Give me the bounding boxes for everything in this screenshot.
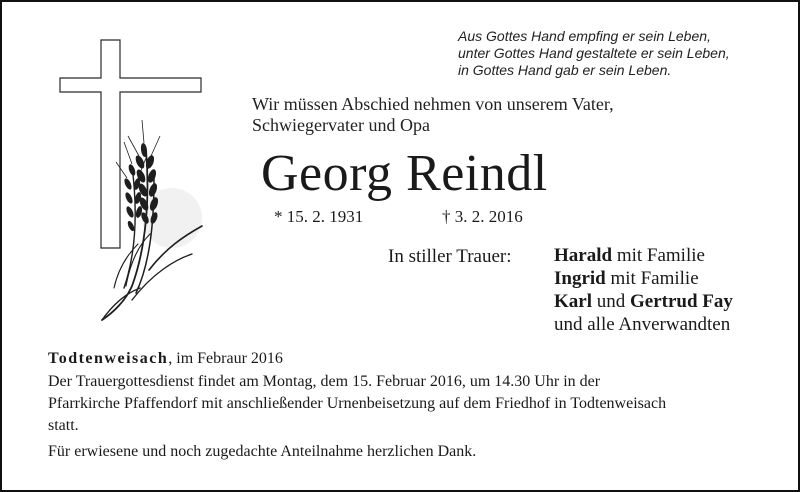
mourner-conjunction: und [592, 291, 630, 312]
mourner-name: Gertrud Fay [630, 291, 733, 312]
quote-line-3: in Gottes Hand gab er sein Leben. [458, 62, 672, 78]
quote-line-2: unter Gottes Hand gestaltete er sein Leben, [458, 45, 730, 61]
mourner-suffix: mit Familie [605, 268, 699, 289]
death-date: † 3. 2. 2016 [442, 207, 523, 226]
service-line-2: Pfarrkirche Pfaffendorf mit anschließender Urnenbeisetzung auf dem Friedhof in Todtenweisach [48, 395, 667, 412]
place-date [48, 348, 768, 370]
wheat-awns [116, 120, 160, 178]
mourner-relatives: und alle Anverwandten [554, 314, 731, 335]
mourner-name: Harald [554, 245, 613, 266]
cross-with-wheat-icon [54, 38, 214, 328]
mourners-list [554, 244, 733, 336]
thanks-text: Für erwiesene und noch zugedachte Anteilnahme herzlichen Dank. [48, 443, 477, 460]
wheat-grains [123, 143, 160, 232]
service-info [48, 371, 768, 437]
mourner-row [554, 267, 733, 290]
intro-text [252, 94, 614, 136]
bible-quote [458, 28, 788, 79]
service-line-3: statt. [48, 417, 79, 434]
deceased-name: Georg Reindl [261, 145, 548, 202]
notice-date: , im Febraur 2016 [168, 350, 283, 367]
mourning-label: In stiller Trauer: [388, 246, 512, 267]
service-line-1: Der Trauergottesdienst findet am Montag, dem 15. Februar 2016, um 14.30 Uhr in der [48, 373, 601, 390]
mourner-row [554, 290, 733, 313]
mourner-name: Ingrid [554, 268, 606, 289]
intro-line-2: Schwiegervater und Opa [252, 115, 430, 135]
intro-line-1: Wir müssen Abschied nehmen von unserem Vater, [252, 94, 614, 114]
footer-text [48, 348, 768, 463]
birth-date: * 15. 2. 1931 [274, 207, 364, 226]
mourner-name: Karl [554, 291, 592, 312]
mourner-suffix: mit Familie [612, 245, 705, 266]
mourner-row [554, 313, 733, 336]
quote-line-1: Aus Gottes Hand empfing er sein Leben, [458, 28, 711, 44]
mourner-row [554, 244, 733, 267]
place-name: Todtenweisach [48, 350, 169, 367]
